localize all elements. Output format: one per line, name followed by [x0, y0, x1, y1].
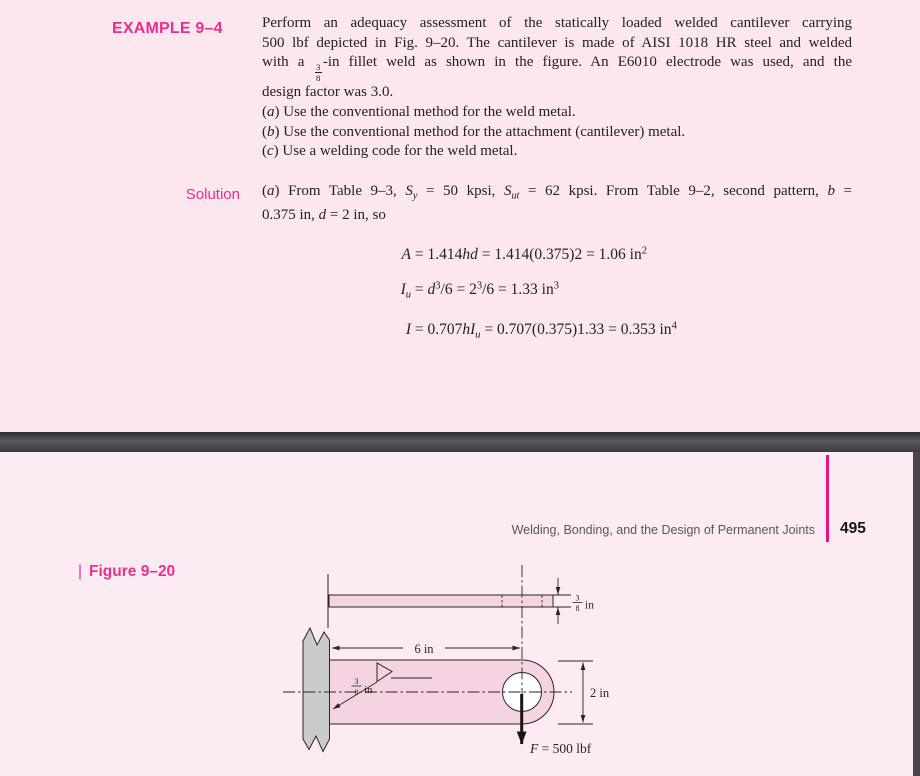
header-pink-rule — [826, 455, 829, 542]
svg-text:in: in — [585, 599, 594, 612]
problem-line: Perform an adequacy assessment of the statically loaded welded cantilever carrying — [262, 15, 852, 31]
problem-line: design factor was 3.0. — [262, 84, 394, 101]
problem-part-c: (c) Use a welding code for the weld metal. — [262, 143, 518, 160]
width-dimension-label: 2 in — [590, 686, 610, 700]
caption-text: Figure 9–20 — [89, 563, 176, 580]
equation-lhs: I — [405, 320, 411, 338]
support-wall — [303, 628, 330, 752]
problem-part-a: (a) Use the conventional method for the weld metal. — [262, 104, 576, 121]
force-label: F = 500 lbf — [530, 741, 592, 756]
solution-line: (a) From Table 9–3, $S_y = 50$ kpsi, $S_{ut} = 62$ kpsi. From Table 9–2, second pattern, b = — [262, 183, 852, 202]
problem-part-b: (b) Use the conventional method for the attachment (cantilever) metal. — [262, 123, 686, 140]
equation-rhs: = 1.414hd = 1.414(0.375)2 = 1.06 $in^2$ — [411, 246, 648, 264]
svg-text:3: 3 — [575, 593, 580, 603]
svg-text:3: 3 — [354, 677, 359, 686]
page-edge-shadow — [913, 452, 920, 776]
figure-caption — [78, 563, 175, 581]
svg-text:in: in — [364, 684, 373, 696]
solution-line: 0.375 in, d = 2 in, so — [262, 206, 386, 223]
equation-area — [262, 236, 782, 270]
svg-text:8: 8 — [575, 604, 580, 613]
solution-heading: Solution — [185, 186, 240, 203]
solution-text — [262, 182, 852, 226]
equation-moment — [262, 270, 782, 310]
svg-text:8: 8 — [354, 688, 359, 697]
problem-statement — [262, 14, 852, 162]
running-header-title: Welding, Bonding, and the Design of Permanent Joints — [511, 523, 815, 537]
example-heading: EXAMPLE 9–4 — [112, 20, 223, 37]
side-view-bar — [329, 595, 553, 607]
page-number: 495 — [840, 520, 866, 537]
equation-lhs: $I_u$ — [400, 280, 411, 301]
caption-bar: | — [78, 563, 83, 580]
section-divider-bar — [0, 432, 920, 452]
length-dimension-label: 6 in — [414, 642, 434, 656]
equation-rhs: = $0.707hI_u = 0.707(0.375)1.33 = 0.353$ $in^4$ — [411, 320, 677, 341]
equation-lhs: A — [401, 246, 411, 264]
thickness-dimension-label — [573, 594, 595, 614]
equation-inertia — [262, 310, 782, 350]
figure-9-20-diagram — [270, 555, 660, 776]
equation-rhs: = $d^3/6 = 2^3/6 = 1.33$ $in^3$ — [411, 280, 559, 298]
problem-line: 500 lbf depicted in Fig. 9–20. The cantilever is made of AISI 1018 HR steel and welded — [262, 34, 852, 51]
equation-block — [262, 236, 782, 350]
problem-line: with a $\frac{3}{8}$ -in fillet weld as shown in the figure. An E6010 electrode was used, and the — [262, 54, 852, 84]
